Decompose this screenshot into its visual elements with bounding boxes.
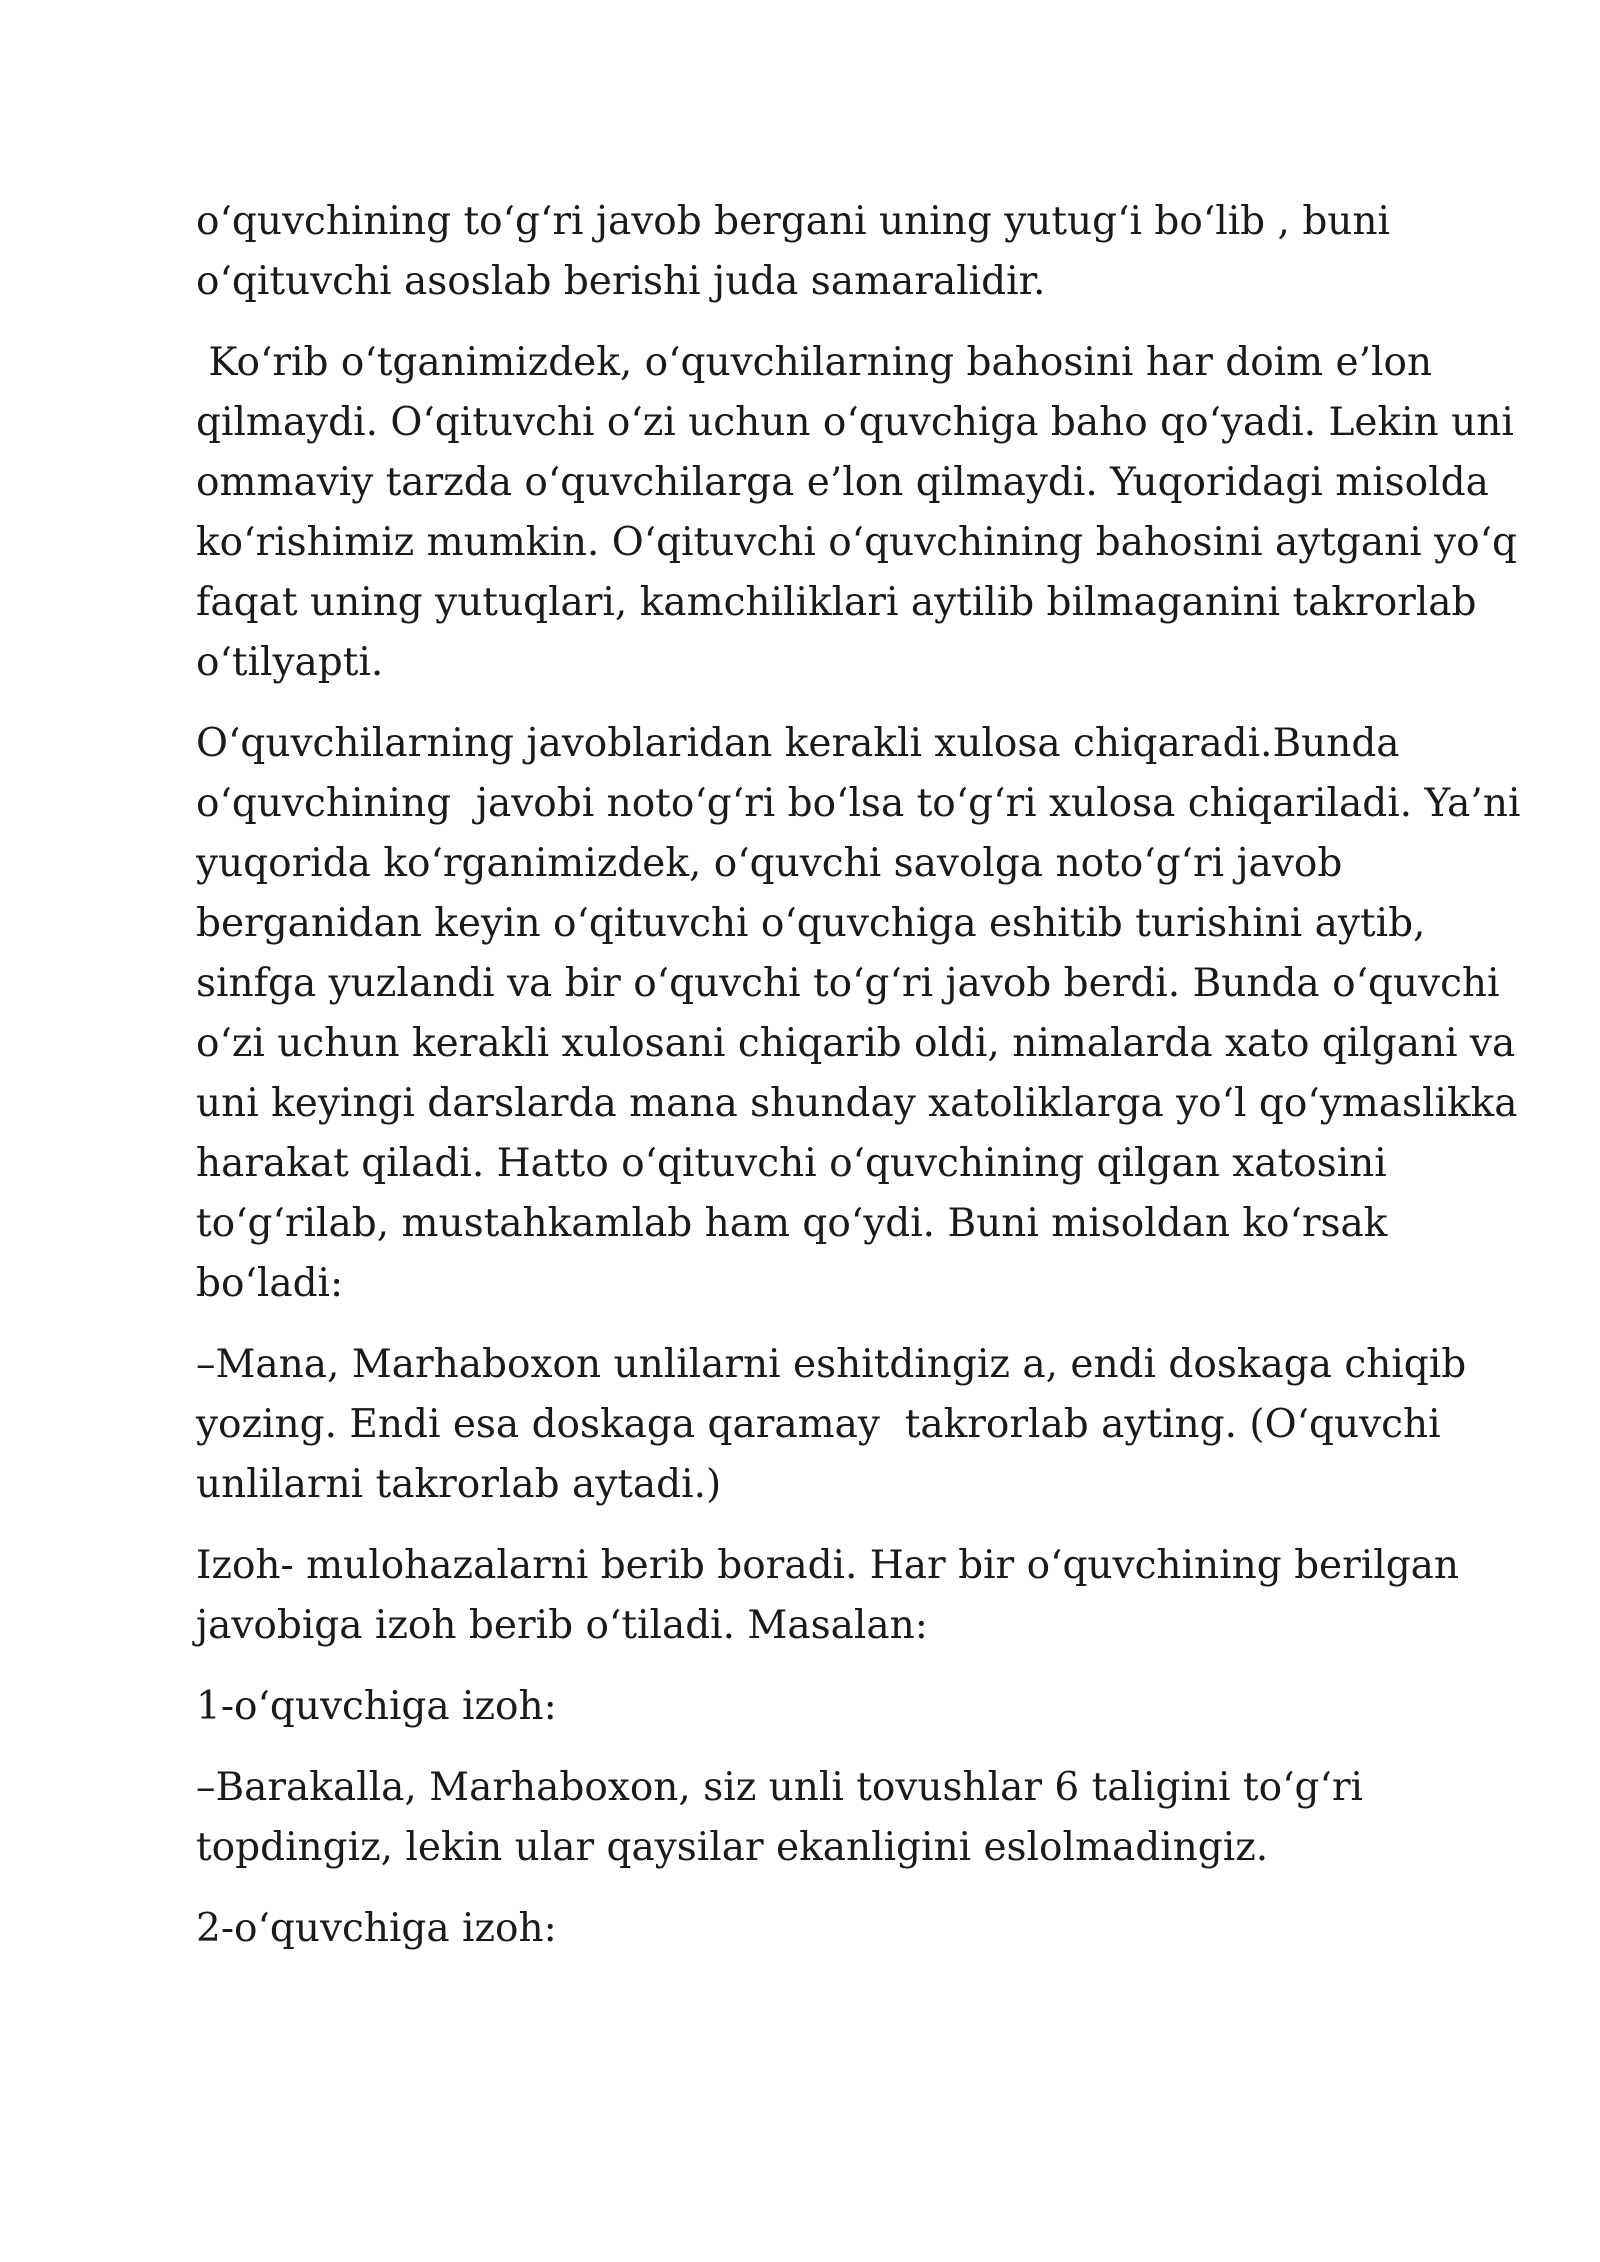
text-line: 1-oʻquvchiga izoh: xyxy=(196,1684,557,1729)
text-line: topdingiz, lekin ular qaysilar ekanligini eslolmadingiz. xyxy=(196,1825,1269,1870)
text-line: javobiga izoh berib oʻtiladi. Masalan: xyxy=(196,1603,928,1648)
paragraph-6 xyxy=(196,1677,1436,1737)
paragraph-8 xyxy=(196,1899,1436,1959)
text-line: ommaviy tarzda oʻquvchilarga e’lon qilmaydi. Yuqoridagi misolda xyxy=(196,460,1489,505)
paragraph-1 xyxy=(196,192,1436,312)
paragraph-4 xyxy=(196,1335,1467,1515)
text-line: 2-oʻquvchiga izoh: xyxy=(196,1906,557,1951)
text-line: sinfga yuzlandi va bir oʻquvchi toʻgʻri javob berdi. Bunda oʻquvchi xyxy=(196,961,1500,1006)
text-line: oʻzi uchun kerakli xulosani chiqarib oldi, nimalarda xato qilgani va xyxy=(196,1021,1516,1066)
text-line: faqat uning yutuqlari, kamchiliklari aytilib bilmaganini takrorlab xyxy=(196,580,1477,625)
text-line: yuqorida koʻrganimizdek, oʻquvchi savolga notoʻgʻri javob xyxy=(196,841,1343,886)
paragraph-5 xyxy=(196,1536,1460,1656)
text-line: Izoh- mulohazalarni berib boradi. Har bir oʻquvchining berilgan xyxy=(196,1543,1460,1588)
text-line: oʻquvchining javobi notoʻgʻri boʻlsa toʻgʻri xulosa chiqariladi. Ya’ni xyxy=(196,781,1521,826)
paragraph-2 xyxy=(196,333,1518,693)
text-line: oʻqituvchi asoslab berishi juda samaralidir. xyxy=(196,259,1046,304)
text-line: boʻladi: xyxy=(196,1261,344,1306)
text-line: –Barakalla, Marhaboxon, siz unli tovushlar 6 taligini toʻgʻri xyxy=(196,1765,1363,1810)
text-line: yozing. Endi esa doskaga qaramay takrorlab ayting. (Oʻquvchi xyxy=(196,1402,1441,1447)
text-line: Koʻrib oʻtganimizdek, oʻquvchilarning bahosini har doim e’lon xyxy=(196,340,1433,385)
text-line: oʻtilyapti. xyxy=(196,640,384,685)
text-line: berganidan keyin oʻqituvchi oʻquvchiga eshitib turishini aytib, xyxy=(196,901,1426,946)
text-line: koʻrishimiz mumkin. Oʻqituvchi oʻquvchining bahosini aytgani yoʻq xyxy=(196,520,1518,565)
text-line: Oʻquvchilarning javoblaridan kerakli xulosa chiqaradi.Bunda xyxy=(196,721,1400,766)
paragraph-7 xyxy=(196,1758,1436,1878)
text-line: harakat qiladi. Hatto oʻqituvchi oʻquvchining qilgan xatosini xyxy=(196,1141,1387,1186)
text-line: unlilarni takrorlab aytadi.) xyxy=(196,1462,722,1507)
text-line: –Mana, Marhaboxon unlilarni eshitdingiz a, endi doskaga chiqib xyxy=(196,1342,1467,1387)
text-line: uni keyingi darslarda mana shunday xatoliklarga yoʻl qoʻymaslikka xyxy=(196,1081,1518,1126)
text-line: toʻgʻrilab, mustahkamlab ham qoʻydi. Buni misoldan koʻrsak xyxy=(196,1201,1388,1246)
text-line: qilmaydi. Oʻqituvchi oʻzi uchun oʻquvchiga baho qoʻyadi. Lekin uni xyxy=(196,400,1514,445)
text-line: oʻquvchining toʻgʻri javob bergani uning yutugʻi boʻlib , buni xyxy=(196,199,1391,244)
document-page xyxy=(196,192,1521,1980)
paragraph-3 xyxy=(196,714,1521,1314)
